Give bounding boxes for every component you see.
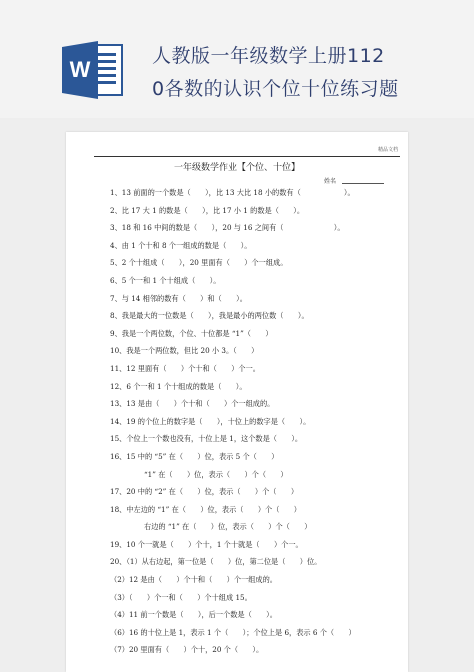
question-line: 右边的 “1” 在（ ）位，表示（ ）个（ ） xyxy=(144,522,312,532)
question-list xyxy=(110,184,400,659)
header-rule xyxy=(94,156,400,157)
question-line: 19、10 个一就是（ ）个十，1 个十就是（ ）个一。 xyxy=(110,539,303,549)
question-line: （3）（ ）个一和（ ）个十组成 15。 xyxy=(110,592,252,602)
question-line: 10、我是一个两位数，但比 20 小 3。（ ） xyxy=(110,346,259,356)
question-line: 9、我是一个两位数，个位、十位都是 “1”（ ） xyxy=(110,328,273,338)
question-line: 1、13 前面的一个数是（ ），比 13 大比 18 小的数有（ ）。 xyxy=(110,188,355,197)
question-line: 12、6 个一和 1 个十组成的数是（ ）。 xyxy=(110,381,247,391)
question-line: （6）16 的十位上是 1，表示 1 个（ ）；个位上是 6，表示 6 个（ ） xyxy=(110,627,356,637)
question-line: 2、比 17 大 1 的数是（ ），比 17 小 1 的数是（ ）。 xyxy=(110,205,305,215)
question-line: 4、由 1 个十和 8 个一组成的数是（ ）。 xyxy=(110,240,252,250)
name-label: 姓名 xyxy=(324,178,337,185)
question-line: “1” 在（ ）位，表示（ ）个（ ） xyxy=(144,469,288,479)
svg-text:W: W xyxy=(69,57,91,82)
question-line: 13、13 是由（ ）个十和（ ）个一组成的。 xyxy=(110,399,275,409)
question-line: 7、与 14 相邻的数有（ ）和（ ）。 xyxy=(110,293,247,303)
word-document-icon xyxy=(62,41,124,99)
question-line: 11、12 里面有（ ）个十和（ ）个一。 xyxy=(110,363,260,373)
question-line: 18、中左边的 “1” 在（ ）位，表示（ ）个（ ） xyxy=(110,504,301,514)
worksheet-title: 一年级数学作业【个位、十位】 xyxy=(173,163,300,173)
header-bar xyxy=(0,0,474,118)
corner-tag: 精品文档 xyxy=(377,147,398,153)
question-line: 8、我是最大的一位数是（ ），我是最小的两位数（ ）。 xyxy=(110,311,309,321)
question-line: （4）11 前一个数是（ ），后一个数是（ ）。 xyxy=(110,610,277,620)
question-line: 3、18 和 16 中间的数是（ ），20 与 16 之间有（ ）。 xyxy=(110,223,345,233)
document-title-line-1: 人教版一年级数学上册112 xyxy=(152,45,385,67)
question-line: 20、（1）从右边起，第一位是（ ）位，第二位是（ ）位。 xyxy=(110,557,322,567)
question-line: 6、5 个一和 1 个十组成（ ）。 xyxy=(110,275,221,285)
question-line: 16、15 中的 “5” 在（ ）位，表示 5 个（ ） xyxy=(110,451,279,461)
document-title-line-2: 0各数的认识个位十位练习题 xyxy=(152,78,399,100)
worksheet-page xyxy=(66,132,408,672)
question-line: 17、20 中的 “2” 在（ ）位，表示（ ）个（ ） xyxy=(110,487,299,497)
question-line: 15、个位上一个数也没有，十位上是 1，这个数是（ ）。 xyxy=(110,434,303,444)
question-line: （2）12 是由（ ）个十和（ ）个一组成的。 xyxy=(110,575,277,585)
question-line: （7）20 里面有（ ）个十，20 个（ ）。 xyxy=(110,645,264,655)
document-title xyxy=(152,40,452,106)
question-line: 14、19 的个位上的数字是（ ），十位上的数字是（ ）。 xyxy=(110,416,311,426)
question-line: 5、2 个十组成（ ），20 里面有（ ）个一组成。 xyxy=(110,258,288,268)
